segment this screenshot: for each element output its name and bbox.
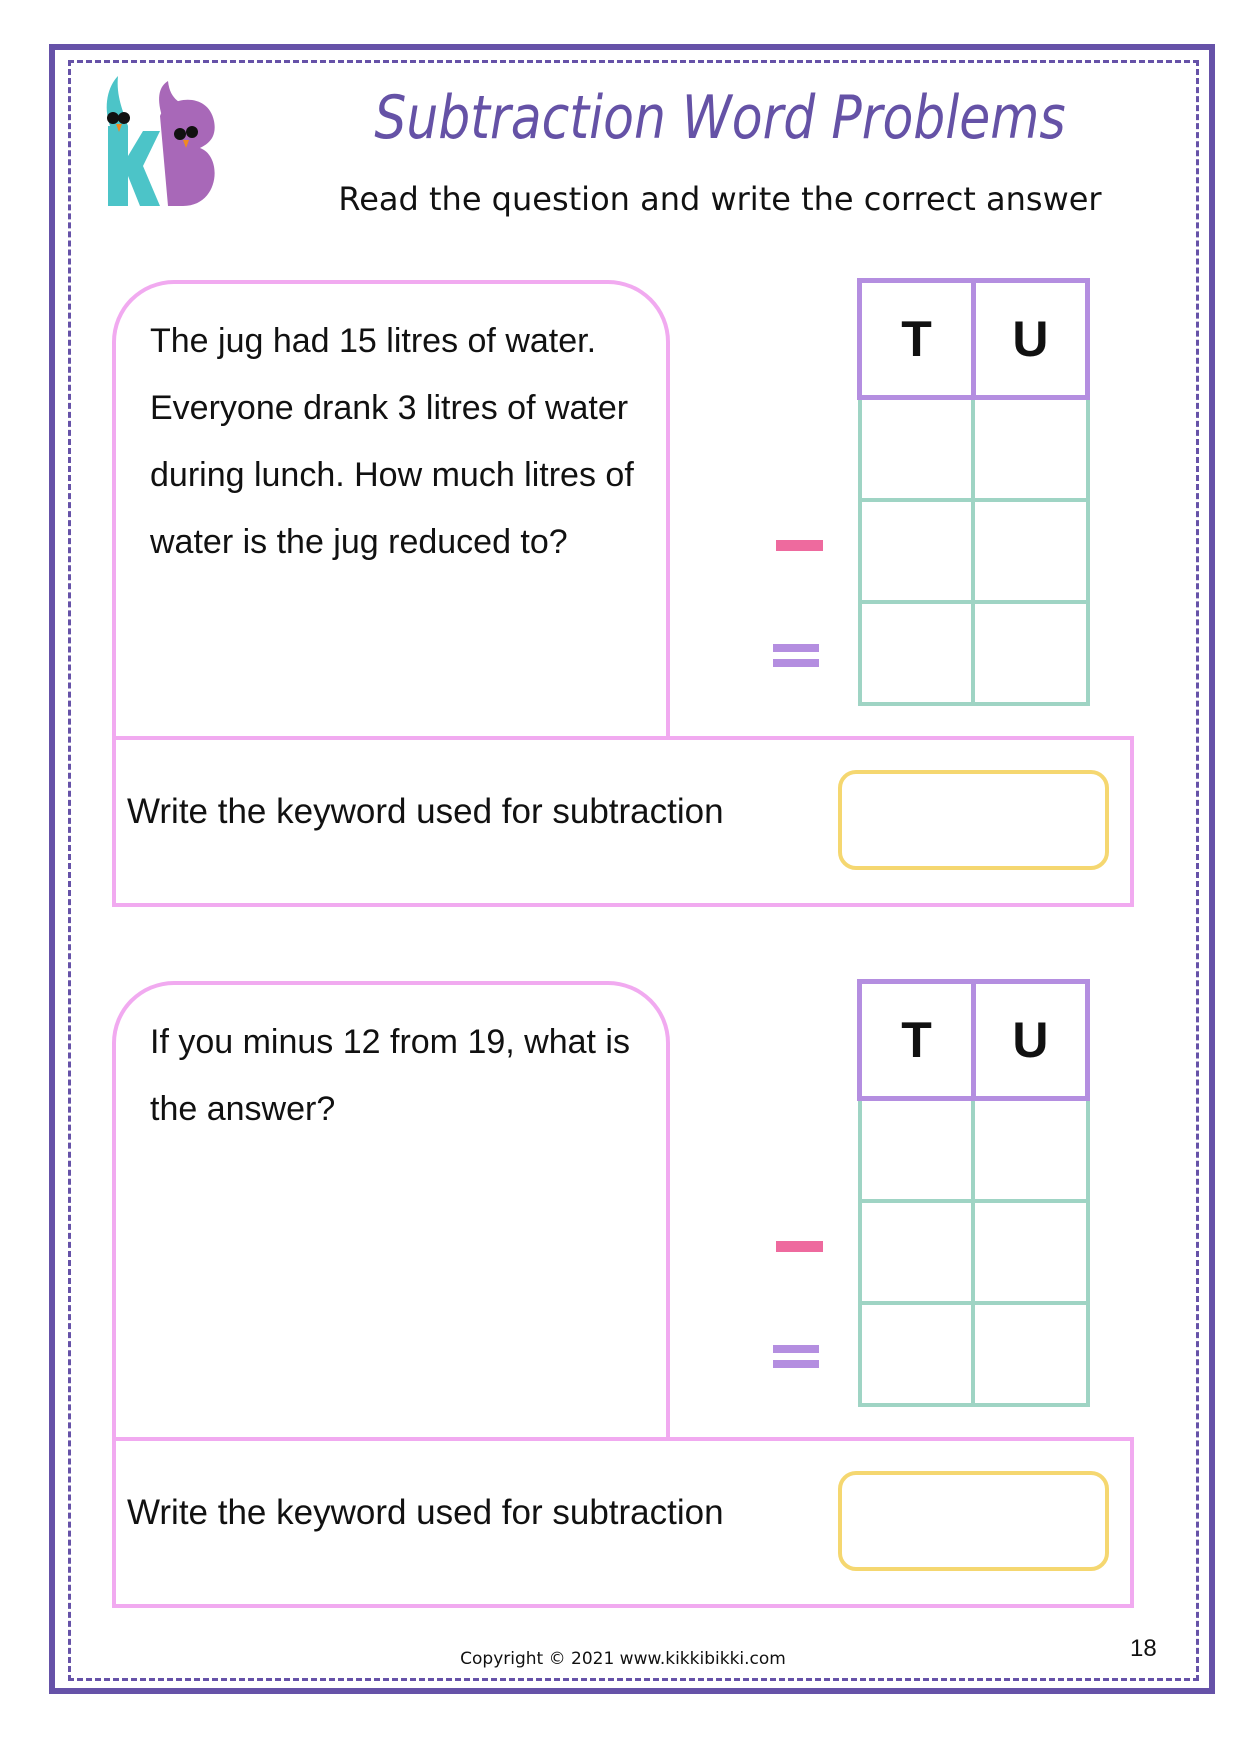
worksheet-title: Subtraction Word Problems (374, 83, 1066, 153)
answer-cell[interactable] (860, 602, 974, 704)
answer-cell[interactable] (860, 1303, 974, 1405)
units-header: U (973, 982, 1087, 1099)
answer-cell[interactable] (973, 398, 1087, 500)
units-header: U (973, 281, 1087, 398)
kikkibikki-logo (88, 76, 248, 212)
answer-cell[interactable] (973, 602, 1087, 704)
page-number: 18 (1130, 1635, 1157, 1662)
tens-units-grid (857, 278, 1090, 706)
answer-cell[interactable] (860, 1201, 974, 1303)
question-text: If you minus 12 from 19, what is the answer? (150, 1023, 630, 1128)
tens-header: T (860, 982, 974, 1099)
equals-sign-icon (773, 659, 819, 667)
answer-cell[interactable] (973, 1099, 1087, 1201)
question-box-1 (112, 280, 670, 738)
answer-cell[interactable] (860, 398, 974, 500)
minus-sign-icon (776, 540, 823, 551)
keyword-prompt: Write the keyword used for subtraction (127, 792, 724, 831)
keyword-answer-field[interactable] (838, 1471, 1109, 1571)
question-text: The jug had 15 litres of water. Everyone drank 3 litres of water during lunch. How much litres of water is the jug reduced to? (150, 322, 634, 561)
tens-units-grid (857, 979, 1090, 1407)
answer-cell[interactable] (860, 1099, 974, 1201)
answer-cell[interactable] (973, 1201, 1087, 1303)
equals-sign-icon (773, 644, 819, 652)
equals-sign-icon (773, 1345, 819, 1353)
equals-sign-icon (773, 1360, 819, 1368)
minus-sign-icon (776, 1241, 823, 1252)
keyword-prompt: Write the keyword used for subtraction (127, 1493, 724, 1532)
tens-header: T (860, 281, 974, 398)
keyword-answer-field[interactable] (838, 770, 1109, 870)
copyright-text: Copyright © 2021 www.kikkibikki.com (460, 1649, 786, 1669)
worksheet-subtitle: Read the question and write the correct answer (338, 180, 1102, 218)
answer-cell[interactable] (860, 500, 974, 602)
answer-cell[interactable] (973, 500, 1087, 602)
question-box-2 (112, 981, 670, 1439)
answer-cell[interactable] (973, 1303, 1087, 1405)
